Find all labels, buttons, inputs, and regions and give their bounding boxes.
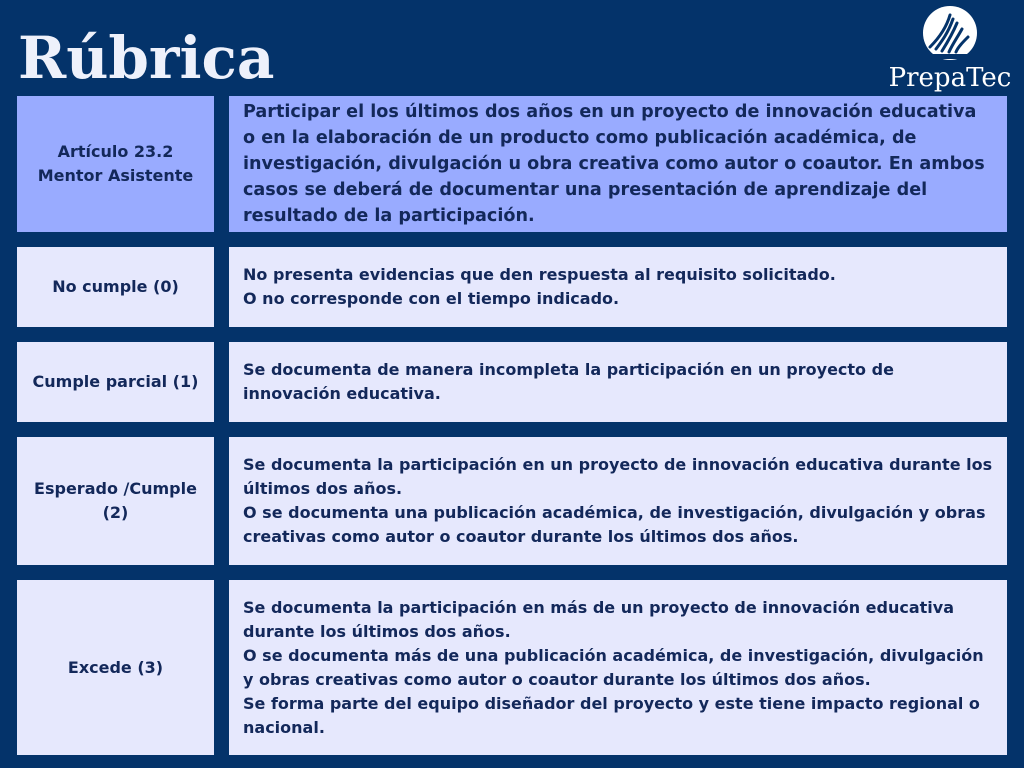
description-lines xyxy=(243,596,993,740)
description-line: O se documenta más de una publicación académica, de investigación, divulgación y obras creativas como autor o coautor durante los últimos dos años. xyxy=(243,645,984,689)
rubric-row-label-no-cumple xyxy=(17,247,214,327)
description-line: Se documenta la participación en un proyecto de innovación educativa durante los últimos dos años. xyxy=(243,455,993,498)
logo-wordmark: PrepaTec xyxy=(888,63,1012,93)
description-line: No presenta evidencias que den respuesta al requisito solicitado. xyxy=(243,265,836,284)
description-line: Se documenta la participación en más de un proyecto de innovación educativa durante los últimos dos años. xyxy=(243,597,954,641)
rubric-row-description-excede xyxy=(229,580,1007,755)
description-line: O no corresponde con el tiempo indicado. xyxy=(243,289,620,308)
label-line: Excede (3) xyxy=(67,657,164,677)
description-lines xyxy=(243,358,993,406)
rubric-row-label-header xyxy=(17,96,214,232)
description-lines xyxy=(243,263,836,311)
rubric-row-description-cumple-parcial xyxy=(229,342,1007,422)
rubric-row-description-no-cumple xyxy=(229,247,1007,327)
prepatec-torch-logo-icon xyxy=(920,5,980,61)
prepatec-logo xyxy=(884,4,1016,96)
rubric-row-label-esperado xyxy=(17,437,214,565)
description-lines xyxy=(243,99,993,229)
description-line: Se documenta de manera incompleta la participación en un proyecto de innovación educativa. xyxy=(243,360,894,403)
rubric-row-label-cumple-parcial xyxy=(17,342,214,422)
label-lines xyxy=(38,140,194,188)
rubric-row-label-excede xyxy=(17,580,214,755)
label-line: Mentor Asistente xyxy=(37,166,194,185)
rubric-row-description-esperado xyxy=(229,437,1007,565)
label-line: Esperado /Cumple (2) xyxy=(34,479,197,522)
label-line: Artículo 23.2 xyxy=(57,142,174,161)
rubric-row-description-header xyxy=(229,96,1007,232)
description-line: Se forma parte del equipo diseñador del proyecto y este tiene impacto regional o nacional. xyxy=(243,693,980,737)
description-line: Participar el los últimos dos años en un proyecto de innovación educativa o en la elaboración de un producto como publicación académica, de investigación, divulgación u obra creativa como autor o coautor. En ambos casos se deberá de documentar una presentación de aprendizaje del resultado de la participación. xyxy=(243,102,985,226)
page-title: Rúbrica xyxy=(18,24,275,92)
description-lines xyxy=(243,453,993,549)
label-line: No cumple (0) xyxy=(52,277,179,296)
description-line: O se documenta una publicación académica, de investigación, divulgación y obras creativas como autor o coautor durante los últimos dos años. xyxy=(243,503,986,546)
label-line: Cumple parcial (1) xyxy=(32,372,199,391)
